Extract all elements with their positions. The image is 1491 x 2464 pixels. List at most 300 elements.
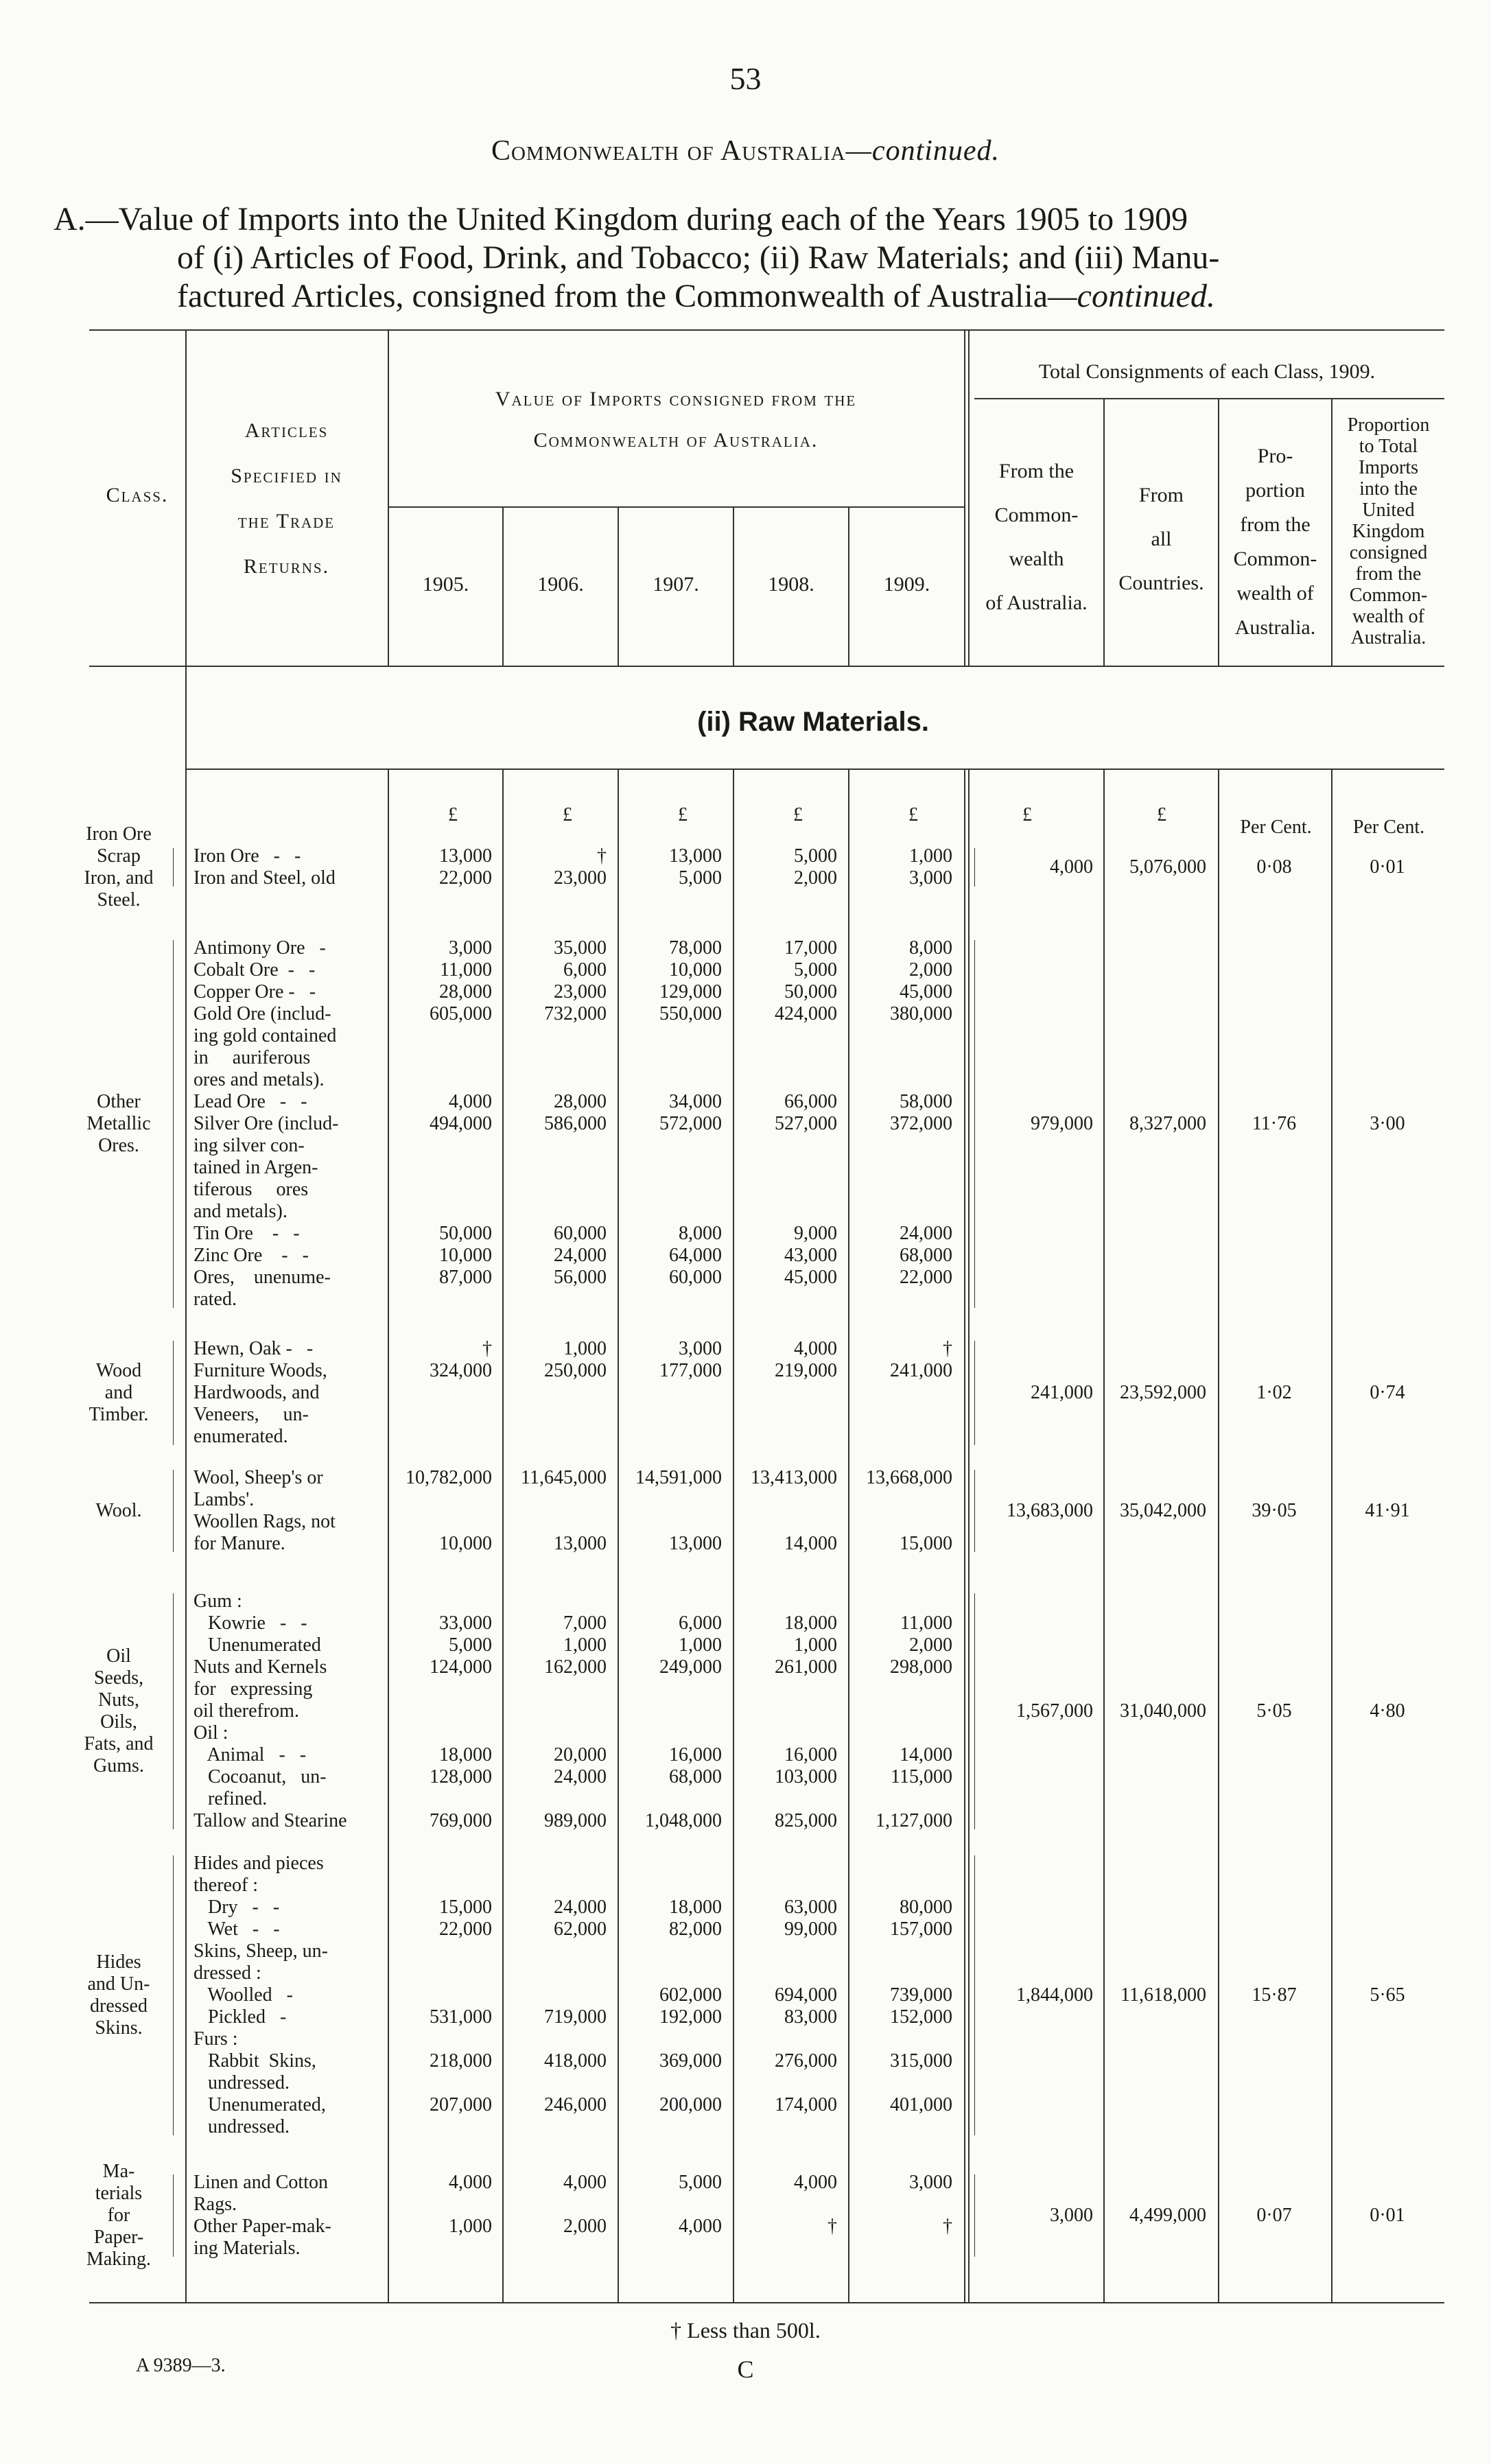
header-from-commonwealth [970,449,1103,625]
col-rule [964,768,965,2302]
header-line: Proportion [1347,414,1430,436]
footnote: † Less than 500l. [670,2318,821,2343]
value-cell: 4,000 [794,1338,837,1359]
header-line: consigned [1349,542,1428,563]
total-from-commonwealth: 1,844,000 [1016,1984,1093,2006]
header-line: to Total [1359,436,1418,457]
class-label-line: Wool. [95,1500,142,1521]
value-cell: 124,000 [430,1656,492,1678]
proportion-to-uk-imports: 3·00 [1370,1113,1405,1134]
value-cell: 11,645,000 [521,1467,607,1488]
total-from-commonwealth: 13,683,000 [1007,1500,1093,1521]
article-label: Animal - - [193,1744,307,1765]
value-cell: 192,000 [659,2006,722,2028]
header-year-1906: 1906. [537,573,584,596]
value-cell: 2,000 [909,1634,952,1656]
value-cell: 1,000 [909,845,952,867]
article-label: rated. [193,1289,237,1310]
value-cell: 13,000 [669,845,722,867]
header-year-1907: 1907. [653,573,699,596]
article-label: Linen and Cotton [193,2172,328,2193]
unit-pound: £ [908,804,918,825]
total-from-all-countries: 23,592,000 [1120,1382,1206,1403]
class-label-line: Wood [95,1360,142,1381]
header-line: portion [1245,479,1305,502]
class-label [67,1951,170,2039]
proportion-from-commonwealth: 11·76 [1252,1113,1297,1134]
total-from-all-countries: 11,618,000 [1120,1984,1206,2006]
running-head-main: Commonwealth of Australia [491,135,846,167]
total-from-all-countries: 4,499,000 [1129,2205,1206,2226]
article-label: Unenumerated, [193,2094,326,2115]
value-cell: 372,000 [890,1113,952,1134]
value-cell: 68,000 [900,1245,952,1266]
article-label: Pickled - [193,2006,287,2028]
value-cell: 87,000 [439,1267,492,1288]
class-label [67,1360,170,1426]
value-cell: 64,000 [669,1245,722,1266]
class-label [67,1091,170,1157]
value-cell: 23,000 [554,867,607,889]
value-cell: 605,000 [430,1003,492,1024]
header-articles [187,408,386,589]
col-rule [968,768,970,2302]
value-cell: 550,000 [659,1003,722,1024]
header-line: Imports [1358,457,1419,478]
article-label: Dry - - [193,1897,280,1918]
article-label: and metals). [193,1201,287,1222]
value-cell: 732,000 [544,1003,607,1024]
unit-pound: £ [793,804,803,825]
article-label: Rabbit Skins, [193,2050,316,2072]
value-cell: 825,000 [775,1810,837,1831]
article-label: for Manure. [193,1533,285,1554]
value-cell: 66,000 [784,1091,837,1112]
header-line: from the [1240,513,1311,536]
value-cell: 424,000 [775,1003,837,1024]
class-label-line: Gums. [93,1755,144,1776]
article-label: undressed. [193,2072,290,2093]
proportion-to-uk-imports: 41·91 [1365,1500,1410,1521]
proportion-to-uk-imports: 0·01 [1370,2205,1405,2226]
header-line: Pro- [1257,445,1293,467]
running-head [0,134,1491,167]
value-cell: † [597,845,607,867]
group-brace [173,1470,174,1552]
class-label-line: Hides [96,1951,141,1973]
value-cell: 99,000 [784,1919,837,1940]
class-label-line: Fats, and [84,1733,154,1755]
value-cell: 527,000 [775,1113,837,1134]
header-line: Kingdom [1352,521,1425,542]
class-label-line: Paper- [93,2227,144,2248]
value-cell: † [943,1338,952,1359]
value-cell: 7,000 [563,1612,607,1634]
unit-per-cent: Per Cent. [1352,817,1425,838]
header-line: Countries. [1118,572,1204,594]
table-title [54,200,1446,316]
article-label: undressed. [193,2116,290,2137]
value-cell: 18,000 [669,1897,722,1918]
value-cell: 219,000 [775,1360,837,1381]
running-head-suffix: —continued. [845,135,1000,167]
value-cell: 2,000 [563,2216,607,2237]
value-cell: 13,668,000 [866,1467,952,1488]
header-articles-line: Specified in [231,465,342,487]
value-cell: 1,000 [563,1634,607,1656]
value-cell: 5,000 [679,867,722,889]
value-cell: 28,000 [554,1091,607,1112]
article-label: Nuts and Kernels [193,1656,327,1678]
value-cell: 249,000 [659,1656,722,1678]
value-cell: 24,000 [554,1766,607,1787]
value-cell: 739,000 [890,1984,952,2006]
value-cell: 6,000 [563,959,607,981]
signature-letter: C [737,2356,754,2383]
article-label: Iron and Steel, old [193,867,336,889]
unit-pound: £ [1157,804,1166,825]
title-line-3-suffix: —continued. [1048,278,1215,314]
proportion-from-commonwealth: 5·05 [1256,1700,1292,1722]
proportion-from-commonwealth: 0·07 [1256,2205,1292,2226]
header-articles-line: Articles [244,419,329,442]
class-label-line: Ma- [102,2161,135,2182]
article-label: ores and metals). [193,1069,325,1090]
value-cell: 218,000 [430,2050,492,2072]
value-cell: 315,000 [890,2050,952,2072]
article-label: Skins, Sheep, un- [193,1940,328,1962]
article-label: Zinc Ore - - [193,1245,309,1266]
class-label-line: Nuts, [98,1689,139,1711]
group-brace [173,940,174,1308]
article-label: Lead Ore - - [193,1091,307,1112]
article-label: ing silver con- [193,1135,305,1156]
article-label: ing gold contained [193,1025,337,1046]
value-cell: 15,000 [439,1897,492,1918]
header-line: Australia. [1234,616,1316,639]
class-label-line: and Un- [87,1973,150,1995]
class-label-line: terials [95,2183,143,2204]
value-cell: 1,000 [679,1634,722,1656]
value-cell: 4,000 [679,2216,722,2237]
value-cell: 62,000 [554,1919,607,1940]
proportion-from-commonwealth: 15·87 [1252,1984,1297,2006]
value-cell: 2,000 [794,867,837,889]
value-cell: 80,000 [900,1897,952,1918]
unit-pound: £ [1022,804,1032,825]
header-top-rule [89,329,1444,331]
value-cell: 11,000 [440,959,492,981]
header-line: From [1138,484,1184,506]
proportion-from-commonwealth: 39·05 [1252,1500,1297,1521]
header-bottom-rule [89,666,1444,667]
value-cell: 45,000 [900,981,952,1002]
header-year-1905: 1905. [422,573,469,596]
class-label-line: and [104,1382,133,1403]
header-year-1909: 1909. [883,573,930,596]
value-cell: 9,000 [794,1223,837,1244]
class-label-line: Other [97,1091,141,1112]
value-cell: 3,000 [909,867,952,889]
value-cell: 1,127,000 [876,1810,952,1831]
proportion-from-commonwealth: 1·02 [1256,1382,1292,1403]
header-line: United [1362,500,1415,521]
class-label-line: Skins. [95,2017,143,2039]
total-from-all-countries: 31,040,000 [1120,1700,1206,1722]
header-line: of Australia. [985,591,1088,614]
group-brace [173,1855,174,2135]
section-title: (ii) Raw Materials. [697,707,929,737]
value-cell: 298,000 [890,1656,952,1678]
article-label: Woollen Rags, not [193,1511,336,1532]
value-cell: 10,000 [669,959,722,981]
value-cell: 15,000 [900,1533,952,1554]
col-rule [1331,768,1332,2302]
value-cell: 380,000 [890,1003,952,1024]
value-cell: † [827,2216,837,2237]
class-label-line: Iron Ore [86,823,152,845]
class-label-line: Steel. [97,889,141,911]
value-cell: 22,000 [439,867,492,889]
value-cell: 115,000 [891,1766,952,1787]
value-cell: 17,000 [784,937,837,959]
value-cell: 82,000 [669,1919,722,1940]
header-line: wealth of [1352,606,1424,627]
value-cell: 129,000 [659,981,722,1002]
article-label: Iron Ore - - [193,845,301,867]
value-cell: 1,000 [449,2216,492,2237]
article-label: Silver Ore (includ- [193,1113,339,1134]
value-cell: 250,000 [544,1360,607,1381]
value-cell: 4,000 [794,2172,837,2193]
group-brace [173,848,174,887]
proportion-to-uk-imports: 4·80 [1370,1700,1405,1722]
article-label: Kowrie - - [193,1612,307,1634]
value-cell: 63,000 [784,1897,837,1918]
value-cell: 56,000 [554,1267,607,1288]
value-cell: 1,048,000 [645,1810,722,1831]
col-rule [964,329,965,666]
article-label: Hardwoods, and [193,1382,320,1403]
value-cell: 261,000 [775,1656,837,1678]
header-line: Common- [994,504,1079,526]
unit-pound: £ [448,804,458,825]
value-cell: 60,000 [669,1267,722,1288]
totals-rule [974,398,1444,399]
value-cell: 162,000 [544,1656,607,1678]
article-label: dressed : [193,1962,261,1984]
total-from-all-countries: 8,327,000 [1129,1113,1206,1134]
value-cell: 60,000 [554,1223,607,1244]
header-value-line: Commonwealth of Australia. [533,429,819,451]
value-cell: 43,000 [784,1245,837,1266]
value-cell: 103,000 [775,1766,837,1787]
header-proportion-uk [1332,414,1444,648]
unit-pound: £ [678,804,688,825]
value-cell: 50,000 [784,981,837,1002]
value-cell: 50,000 [439,1223,492,1244]
value-cell: 13,413,000 [751,1467,837,1488]
header-articles-line: the Trade [237,510,336,532]
proportion-to-uk-imports: 5·65 [1370,1984,1405,2006]
header-line: all [1151,528,1172,550]
header-line: from the [1355,563,1422,585]
value-cell: 200,000 [659,2094,722,2115]
value-cell: 128,000 [430,1766,492,1787]
class-label-line: dressed [90,1995,148,2017]
header-line: wealth of [1236,582,1314,605]
total-from-commonwealth: 1,567,000 [1016,1700,1093,1722]
value-cell: 24,000 [554,1897,607,1918]
col-rule [1218,768,1219,2302]
article-label: Woolled - [193,1984,293,2006]
value-cell: 4,000 [563,2172,607,2193]
table-bottom-rule [89,2302,1444,2303]
article-label: Tallow and Stearine [193,1810,347,1831]
header-line: From the [998,460,1075,482]
value-cell: † [943,2216,952,2237]
value-cell: 418,000 [544,2050,607,2072]
section-rule [185,768,1444,770]
class-label-line: Oil [106,1645,131,1667]
title-line-3: factured Articles, consigned from the Commonwealth of Australia [177,278,1048,314]
value-cell: 602,000 [659,1984,722,2006]
value-cell: 8,000 [679,1223,722,1244]
article-label: Gum : [193,1591,242,1612]
header-from-all [1105,473,1218,605]
header-total-group: Total Consignments of each Class, 1909. [1038,360,1376,383]
class-label-line: Seeds, [93,1667,144,1689]
class-label [67,1645,170,1777]
value-cell: 11,000 [900,1612,952,1634]
value-cell: 18,000 [439,1744,492,1765]
header-value-group [389,379,963,461]
value-cell: 13,000 [439,845,492,867]
value-cell: 16,000 [669,1744,722,1765]
header-line: Australia. [1350,627,1427,648]
value-cell: 152,000 [890,2006,952,2028]
years-rule [388,506,964,508]
print-reference: A 9389—3. [136,2355,226,2376]
class-label [67,2161,170,2271]
class-label-line: for [107,2205,130,2226]
value-cell: 246,000 [544,2094,607,2115]
value-cell: 1,000 [563,1338,607,1359]
unit-pound: £ [563,804,572,825]
value-cell: 324,000 [430,1360,492,1381]
proportion-to-uk-imports: 0·74 [1370,1382,1405,1403]
class-label [67,1500,170,1522]
total-from-all-countries: 35,042,000 [1120,1500,1206,1521]
header-articles-line: Returns. [243,555,330,578]
value-cell: 177,000 [659,1360,722,1381]
value-cell: 23,000 [554,981,607,1002]
proportion-to-uk-imports: 0·01 [1370,856,1405,878]
value-cell: 241,000 [890,1360,952,1381]
value-cell: 3,000 [679,1338,722,1359]
value-cell: 174,000 [775,2094,837,2115]
value-cell: 5,000 [794,845,837,867]
value-cell: 34,000 [669,1091,722,1112]
article-label: tained in Argen- [193,1157,318,1178]
class-label-line: Making. [86,2249,152,2270]
total-from-commonwealth: 241,000 [1031,1382,1093,1403]
value-cell: 10,782,000 [406,1467,492,1488]
value-cell: 35,000 [554,937,607,959]
article-label: Ores, unenume- [193,1267,331,1288]
article-label: thereof : [193,1875,259,1896]
value-cell: 58,000 [900,1091,952,1112]
group-brace [173,2174,174,2257]
header-year-1908: 1908. [768,573,814,596]
total-from-commonwealth: 4,000 [1050,856,1093,878]
value-cell: 5,000 [449,1634,492,1656]
header-proportion [1219,439,1331,645]
article-label: Wool, Sheep's or [193,1467,323,1488]
article-label: enumerated. [193,1426,288,1447]
value-cell: 6,000 [679,1612,722,1634]
value-cell: 572,000 [659,1113,722,1134]
article-label: Oil : [193,1722,228,1744]
header-line: wealth [1009,548,1064,570]
header-line: into the [1359,478,1418,500]
value-cell: 33,000 [439,1612,492,1634]
article-label: Furniture Woods, [193,1360,327,1381]
article-label: Copper Ore - - [193,981,316,1002]
col-rule [185,329,187,2302]
page-number: 53 [729,61,762,96]
article-label: Rags. [193,2194,237,2215]
article-label: tiferous ores [193,1179,309,1200]
value-cell: 3,000 [909,2172,952,2193]
article-label: Furs : [193,2028,238,2050]
col-rule [1103,768,1105,2302]
article-label: Antimony Ore - [193,937,326,959]
class-label-line: Timber. [89,1404,149,1425]
article-label: oil therefrom. [193,1700,299,1722]
article-label: Wet - - [193,1919,280,1940]
value-cell: 2,000 [909,959,952,981]
class-label-line: Metallic [86,1113,151,1134]
header-class: Class. [106,484,169,506]
value-cell: 5,000 [794,959,837,981]
value-cell: 276,000 [775,2050,837,2072]
group-brace [173,1593,174,1829]
class-label [67,823,170,911]
article-label: Cocoanut, un- [193,1766,327,1787]
value-cell: 13,000 [554,1533,607,1554]
value-cell: 28,000 [439,981,492,1002]
value-cell: 45,000 [784,1267,837,1288]
value-cell: 78,000 [669,937,722,959]
value-cell: 22,000 [900,1267,952,1288]
value-cell: † [482,1338,492,1359]
value-cell: 14,591,000 [635,1467,722,1488]
article-label: Hides and pieces [193,1853,324,1874]
class-label-line: Ores. [98,1135,139,1156]
header-value-line: Value of Imports consigned from the [495,388,857,410]
value-cell: 24,000 [900,1223,952,1244]
value-cell: 10,000 [439,1245,492,1266]
value-cell: 22,000 [439,1919,492,1940]
class-label-line: Oils, [100,1711,137,1733]
header-line: Common- [1233,548,1317,570]
title-line-1: A.—Value of Imports into the United Kingdom during each of the Years 1905 to 1909 [54,201,1188,237]
header-line: Common- [1349,585,1428,606]
value-cell: 3,000 [449,937,492,959]
class-label-line: Scrap [97,845,141,867]
article-label: Gold Ore (includ- [193,1003,331,1024]
